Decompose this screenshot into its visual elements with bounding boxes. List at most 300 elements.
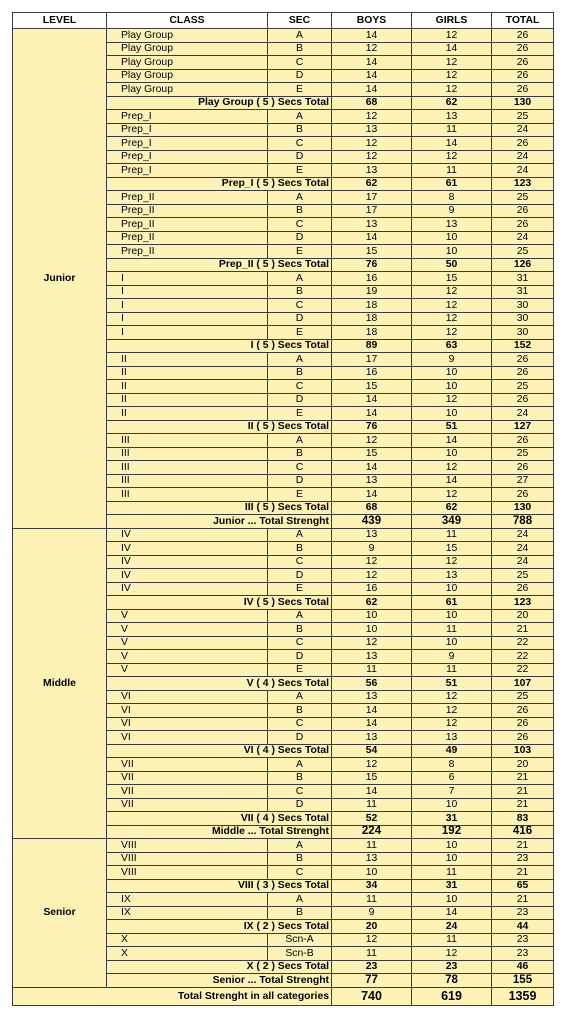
girls-cell: 12 [412, 461, 492, 475]
total-cell: 30 [492, 326, 554, 340]
section-cell: C [268, 866, 332, 880]
section-cell: E [268, 164, 332, 178]
class-cell: VIII [107, 866, 268, 880]
boys-cell: 9 [332, 542, 412, 556]
total-cell: 31 [492, 272, 554, 286]
boys-cell: 10 [332, 866, 412, 880]
subtotal-label: III ( 5 ) Secs Total [107, 501, 332, 515]
class-cell: III [107, 447, 268, 461]
boys-cell: 13 [332, 164, 412, 178]
boys-cell: 10 [332, 623, 412, 637]
subtotal-girls: 50 [412, 258, 492, 272]
girls-cell: 14 [412, 434, 492, 448]
total-cell: 30 [492, 299, 554, 313]
class-cell: V [107, 663, 268, 677]
strength-table-wrapper [12, 12, 554, 1006]
section-cell: C [268, 218, 332, 232]
section-cell: A [268, 434, 332, 448]
boys-cell: 13 [332, 731, 412, 745]
class-cell: VII [107, 771, 268, 785]
section-cell: A [268, 690, 332, 704]
boys-cell: 12 [332, 636, 412, 650]
boys-cell: 15 [332, 245, 412, 259]
level-total-boys: 224 [332, 825, 412, 839]
total-cell: 25 [492, 245, 554, 259]
section-cell: Scn-B [268, 947, 332, 961]
total-cell: 23 [492, 947, 554, 961]
boys-cell: 11 [332, 663, 412, 677]
boys-cell: 14 [332, 717, 412, 731]
section-cell: D [268, 231, 332, 245]
girls-cell: 12 [412, 393, 492, 407]
table-body [13, 29, 554, 1006]
subtotal-label: X ( 2 ) Secs Total [107, 960, 332, 974]
total-cell: 26 [492, 137, 554, 151]
grand-total-total: 1359 [492, 987, 554, 1005]
total-cell: 22 [492, 636, 554, 650]
girls-cell: 12 [412, 29, 492, 43]
girls-cell: 15 [412, 272, 492, 286]
subtotal-girls: 24 [412, 920, 492, 934]
girls-cell: 11 [412, 933, 492, 947]
total-cell: 26 [492, 488, 554, 502]
level-total-total: 788 [492, 515, 554, 529]
section-cell: A [268, 29, 332, 43]
subtotal-girls: 63 [412, 339, 492, 353]
subtotal-label: VII ( 4 ) Secs Total [107, 812, 332, 826]
total-cell: 24 [492, 542, 554, 556]
girls-cell: 7 [412, 785, 492, 799]
subtotal-total: 123 [492, 596, 554, 610]
subtotal-total: 103 [492, 744, 554, 758]
total-cell: 27 [492, 474, 554, 488]
boys-cell: 14 [332, 69, 412, 83]
boys-cell: 19 [332, 285, 412, 299]
girls-cell: 12 [412, 555, 492, 569]
boys-cell: 11 [332, 798, 412, 812]
boys-cell: 17 [332, 204, 412, 218]
boys-cell: 9 [332, 906, 412, 920]
girls-cell: 10 [412, 636, 492, 650]
section-cell: B [268, 366, 332, 380]
girls-cell: 10 [412, 852, 492, 866]
level-total-total: 416 [492, 825, 554, 839]
table-row [13, 528, 554, 542]
girls-cell: 12 [412, 717, 492, 731]
level-total-label: Middle ... Total Strenght [107, 825, 332, 839]
total-cell: 24 [492, 164, 554, 178]
girls-cell: 13 [412, 731, 492, 745]
class-cell: I [107, 299, 268, 313]
girls-cell: 14 [412, 42, 492, 56]
class-cell: VI [107, 717, 268, 731]
class-cell: Prep_II [107, 191, 268, 205]
girls-cell: 12 [412, 690, 492, 704]
section-cell: B [268, 623, 332, 637]
class-cell: Play Group [107, 42, 268, 56]
girls-cell: 11 [412, 164, 492, 178]
girls-cell: 14 [412, 137, 492, 151]
section-cell: D [268, 650, 332, 664]
subtotal-total: 152 [492, 339, 554, 353]
section-cell: E [268, 326, 332, 340]
boys-cell: 13 [332, 474, 412, 488]
subtotal-boys: 76 [332, 420, 412, 434]
grand-total-girls: 619 [412, 987, 492, 1005]
total-cell: 26 [492, 704, 554, 718]
class-cell: Prep_I [107, 110, 268, 124]
section-cell: C [268, 555, 332, 569]
subtotal-boys: 34 [332, 879, 412, 893]
total-cell: 21 [492, 785, 554, 799]
class-cell: IX [107, 906, 268, 920]
class-cell: II [107, 353, 268, 367]
boys-cell: 14 [332, 231, 412, 245]
level-total-girls: 78 [412, 974, 492, 988]
section-cell: A [268, 528, 332, 542]
class-cell: V [107, 623, 268, 637]
girls-cell: 12 [412, 56, 492, 70]
section-cell: D [268, 312, 332, 326]
class-cell: VIII [107, 852, 268, 866]
header-sec: SEC [268, 13, 332, 29]
subtotal-boys: 76 [332, 258, 412, 272]
grand-total-label: Total Strenght in all categories [13, 987, 332, 1005]
girls-cell: 12 [412, 947, 492, 961]
girls-cell: 14 [412, 474, 492, 488]
girls-cell: 12 [412, 299, 492, 313]
total-cell: 26 [492, 366, 554, 380]
subtotal-label: IV ( 5 ) Secs Total [107, 596, 332, 610]
girls-cell: 11 [412, 866, 492, 880]
girls-cell: 10 [412, 893, 492, 907]
class-cell: II [107, 407, 268, 421]
section-cell: Scn-A [268, 933, 332, 947]
total-cell: 20 [492, 609, 554, 623]
girls-cell: 10 [412, 582, 492, 596]
class-cell: IV [107, 528, 268, 542]
total-cell: 23 [492, 852, 554, 866]
girls-cell: 8 [412, 191, 492, 205]
section-cell: B [268, 771, 332, 785]
level-total-girls: 349 [412, 515, 492, 529]
section-cell: C [268, 380, 332, 394]
boys-cell: 14 [332, 393, 412, 407]
girls-cell: 12 [412, 83, 492, 97]
total-cell: 24 [492, 231, 554, 245]
boys-cell: 12 [332, 137, 412, 151]
total-cell: 31 [492, 285, 554, 299]
subtotal-label: Prep_I ( 5 ) Secs Total [107, 177, 332, 191]
level-label: Senior [13, 839, 107, 988]
section-cell: D [268, 150, 332, 164]
class-cell: Play Group [107, 83, 268, 97]
section-cell: D [268, 69, 332, 83]
total-cell: 25 [492, 191, 554, 205]
girls-cell: 9 [412, 353, 492, 367]
boys-cell: 16 [332, 272, 412, 286]
section-cell: C [268, 56, 332, 70]
subtotal-label: Play Group ( 5 ) Secs Total [107, 96, 332, 110]
total-cell: 21 [492, 866, 554, 880]
boys-cell: 12 [332, 555, 412, 569]
section-cell: E [268, 582, 332, 596]
section-cell: E [268, 407, 332, 421]
section-cell: D [268, 569, 332, 583]
total-cell: 26 [492, 461, 554, 475]
subtotal-girls: 23 [412, 960, 492, 974]
girls-cell: 13 [412, 110, 492, 124]
girls-cell: 10 [412, 366, 492, 380]
total-cell: 26 [492, 69, 554, 83]
girls-cell: 11 [412, 623, 492, 637]
boys-cell: 13 [332, 123, 412, 137]
subtotal-boys: 68 [332, 96, 412, 110]
class-cell: VII [107, 758, 268, 772]
level-total-girls: 192 [412, 825, 492, 839]
section-cell: B [268, 852, 332, 866]
subtotal-boys: 89 [332, 339, 412, 353]
class-cell: Play Group [107, 29, 268, 43]
total-cell: 22 [492, 663, 554, 677]
total-cell: 26 [492, 393, 554, 407]
level-total-label: Junior ... Total Strenght [107, 515, 332, 529]
level-label: Junior [13, 29, 107, 529]
class-cell: VI [107, 690, 268, 704]
subtotal-girls: 61 [412, 596, 492, 610]
subtotal-total: 126 [492, 258, 554, 272]
girls-cell: 13 [412, 218, 492, 232]
boys-cell: 14 [332, 785, 412, 799]
boys-cell: 14 [332, 407, 412, 421]
total-cell: 26 [492, 42, 554, 56]
section-cell: C [268, 717, 332, 731]
total-cell: 24 [492, 150, 554, 164]
subtotal-boys: 62 [332, 177, 412, 191]
total-cell: 30 [492, 312, 554, 326]
section-cell: C [268, 461, 332, 475]
boys-cell: 12 [332, 569, 412, 583]
total-cell: 26 [492, 731, 554, 745]
boys-cell: 16 [332, 366, 412, 380]
class-cell: III [107, 488, 268, 502]
total-cell: 25 [492, 110, 554, 124]
level-total-total: 155 [492, 974, 554, 988]
class-cell: IX [107, 893, 268, 907]
subtotal-label: I ( 5 ) Secs Total [107, 339, 332, 353]
subtotal-girls: 31 [412, 812, 492, 826]
total-cell: 25 [492, 690, 554, 704]
subtotal-total: 123 [492, 177, 554, 191]
boys-cell: 13 [332, 690, 412, 704]
total-cell: 21 [492, 771, 554, 785]
class-cell: Prep_II [107, 231, 268, 245]
header-boys: BOYS [332, 13, 412, 29]
girls-cell: 10 [412, 798, 492, 812]
total-cell: 24 [492, 528, 554, 542]
total-cell: 26 [492, 83, 554, 97]
girls-cell: 10 [412, 839, 492, 853]
class-cell: I [107, 272, 268, 286]
girls-cell: 8 [412, 758, 492, 772]
section-cell: B [268, 123, 332, 137]
subtotal-total: 44 [492, 920, 554, 934]
boys-cell: 13 [332, 218, 412, 232]
section-cell: E [268, 245, 332, 259]
total-cell: 20 [492, 758, 554, 772]
table-row [13, 839, 554, 853]
level-label: Middle [13, 528, 107, 839]
total-cell: 26 [492, 434, 554, 448]
class-cell: I [107, 326, 268, 340]
class-cell: Play Group [107, 69, 268, 83]
section-cell: B [268, 542, 332, 556]
level-total-boys: 439 [332, 515, 412, 529]
boys-cell: 14 [332, 29, 412, 43]
boys-cell: 17 [332, 191, 412, 205]
boys-cell: 14 [332, 488, 412, 502]
boys-cell: 13 [332, 650, 412, 664]
girls-cell: 11 [412, 528, 492, 542]
subtotal-label: II ( 5 ) Secs Total [107, 420, 332, 434]
total-cell: 25 [492, 380, 554, 394]
class-cell: Prep_II [107, 245, 268, 259]
grand-total-row [13, 987, 554, 1005]
total-cell: 21 [492, 893, 554, 907]
section-cell: A [268, 353, 332, 367]
girls-cell: 15 [412, 542, 492, 556]
girls-cell: 10 [412, 447, 492, 461]
class-cell: I [107, 285, 268, 299]
class-cell: II [107, 393, 268, 407]
section-cell: B [268, 42, 332, 56]
girls-cell: 11 [412, 123, 492, 137]
total-cell: 26 [492, 218, 554, 232]
boys-cell: 10 [332, 609, 412, 623]
section-cell: B [268, 704, 332, 718]
subtotal-girls: 51 [412, 677, 492, 691]
girls-cell: 12 [412, 69, 492, 83]
class-cell: I [107, 312, 268, 326]
subtotal-girls: 62 [412, 96, 492, 110]
boys-cell: 14 [332, 704, 412, 718]
total-cell: 26 [492, 353, 554, 367]
section-cell: A [268, 191, 332, 205]
girls-cell: 9 [412, 650, 492, 664]
section-cell: B [268, 906, 332, 920]
boys-cell: 18 [332, 312, 412, 326]
subtotal-girls: 31 [412, 879, 492, 893]
subtotal-boys: 23 [332, 960, 412, 974]
boys-cell: 12 [332, 42, 412, 56]
total-cell: 25 [492, 447, 554, 461]
girls-cell: 12 [412, 326, 492, 340]
girls-cell: 12 [412, 488, 492, 502]
section-cell: B [268, 285, 332, 299]
section-cell: D [268, 798, 332, 812]
total-cell: 26 [492, 29, 554, 43]
subtotal-total: 107 [492, 677, 554, 691]
boys-cell: 14 [332, 83, 412, 97]
section-cell: E [268, 663, 332, 677]
class-cell: V [107, 636, 268, 650]
subtotal-total: 130 [492, 501, 554, 515]
subtotal-boys: 56 [332, 677, 412, 691]
class-cell: IV [107, 542, 268, 556]
boys-cell: 15 [332, 380, 412, 394]
class-cell: Prep_I [107, 150, 268, 164]
total-cell: 21 [492, 798, 554, 812]
class-cell: Prep_II [107, 204, 268, 218]
section-cell: C [268, 636, 332, 650]
boys-cell: 18 [332, 299, 412, 313]
total-cell: 24 [492, 407, 554, 421]
subtotal-girls: 49 [412, 744, 492, 758]
class-cell: V [107, 609, 268, 623]
total-cell: 21 [492, 839, 554, 853]
girls-cell: 12 [412, 312, 492, 326]
girls-cell: 10 [412, 380, 492, 394]
section-cell: E [268, 83, 332, 97]
class-cell: X [107, 947, 268, 961]
section-cell: E [268, 488, 332, 502]
girls-cell: 6 [412, 771, 492, 785]
girls-cell: 12 [412, 285, 492, 299]
girls-cell: 14 [412, 906, 492, 920]
boys-cell: 12 [332, 434, 412, 448]
class-cell: V [107, 650, 268, 664]
class-cell: VII [107, 798, 268, 812]
class-cell: IV [107, 569, 268, 583]
boys-cell: 12 [332, 110, 412, 124]
table-row [13, 29, 554, 43]
class-strength-table [12, 12, 554, 1006]
total-cell: 26 [492, 582, 554, 596]
subtotal-label: Prep_II ( 5 ) Secs Total [107, 258, 332, 272]
section-cell: D [268, 731, 332, 745]
boys-cell: 14 [332, 56, 412, 70]
class-cell: Prep_I [107, 164, 268, 178]
total-cell: 26 [492, 56, 554, 70]
girls-cell: 10 [412, 609, 492, 623]
subtotal-total: 46 [492, 960, 554, 974]
boys-cell: 11 [332, 893, 412, 907]
girls-cell: 12 [412, 704, 492, 718]
section-cell: C [268, 785, 332, 799]
total-cell: 24 [492, 123, 554, 137]
section-cell: A [268, 893, 332, 907]
girls-cell: 10 [412, 231, 492, 245]
class-cell: VI [107, 704, 268, 718]
subtotal-boys: 52 [332, 812, 412, 826]
header-level: LEVEL [13, 13, 107, 29]
total-cell: 23 [492, 906, 554, 920]
section-cell: C [268, 299, 332, 313]
class-cell: II [107, 366, 268, 380]
boys-cell: 16 [332, 582, 412, 596]
class-cell: III [107, 434, 268, 448]
total-cell: 26 [492, 204, 554, 218]
section-cell: B [268, 447, 332, 461]
section-cell: B [268, 204, 332, 218]
class-cell: VIII [107, 839, 268, 853]
class-cell: X [107, 933, 268, 947]
class-cell: Prep_I [107, 137, 268, 151]
boys-cell: 17 [332, 353, 412, 367]
header-row [13, 13, 554, 29]
subtotal-girls: 61 [412, 177, 492, 191]
subtotal-label: VI ( 4 ) Secs Total [107, 744, 332, 758]
